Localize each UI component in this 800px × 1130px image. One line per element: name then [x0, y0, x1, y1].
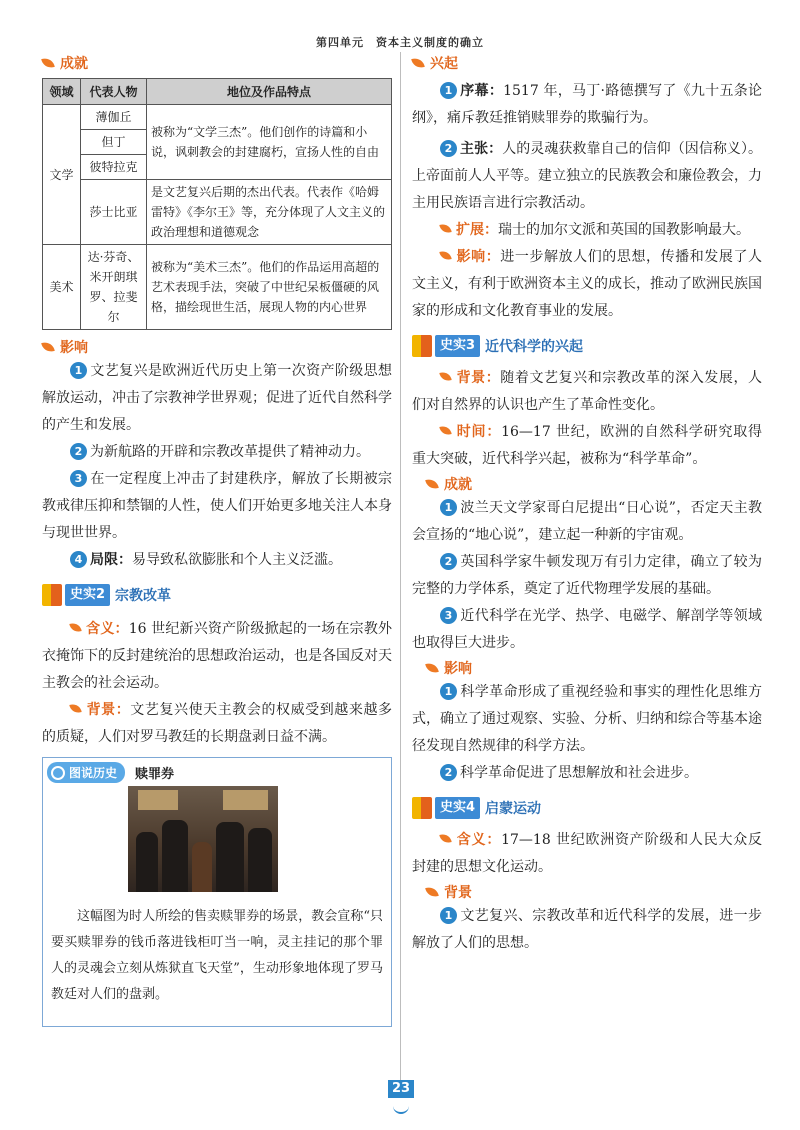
section-title: 启蒙运动	[485, 801, 542, 817]
sci-time-paragraph: 时间：16—17 世纪，欧洲的自然科学研究取得重大突破，近代科学兴起，被称为“科学革命”。	[412, 424, 762, 467]
leaf-icon	[425, 886, 439, 898]
bird-icon	[393, 1104, 409, 1114]
number-badge: 3	[440, 607, 457, 624]
background-paragraph: 背景：文艺复兴使天主教会的权威受到越来越多的质疑，人们对罗马教廷的长期盘剥日益不满。	[42, 702, 393, 745]
table-cell-desc: 是文艺复兴后期的杰出代表。代表作《哈姆雷特》《李尔王》等，充分体现了人文主义的政治理想和道德观念	[147, 180, 392, 245]
left-column	[42, 52, 392, 1027]
table-header-row	[43, 79, 392, 105]
leaf-icon	[439, 223, 451, 234]
rise-item: 1 序幕：1517 年，马丁·路德撰写了《九十五条论纲》，痛斥教廷推销赎罪券的欺骗行为。	[412, 83, 762, 126]
section-header-2	[42, 582, 392, 608]
sci-background-paragraph: 背景：随着文艺复兴和宗教改革的深入发展，人们对自然界的认识也产生了革命性变化。	[412, 370, 763, 413]
expand-paragraph: 扩展：瑞士的加尔文派和英国的国教影响最大。	[412, 217, 762, 244]
book-icon	[42, 584, 62, 606]
person-name: 莎士比亚	[81, 180, 147, 245]
sci-achievement-item: 3 近代科学在光学、热学、电磁学、解剖学等领域也取得巨大进步。	[412, 608, 762, 651]
table-header: 地位及作品特点	[147, 79, 392, 105]
leaf-icon	[41, 341, 55, 353]
rise-heading: 兴起	[412, 52, 762, 74]
number-badge: 1	[440, 499, 457, 516]
section-tag: 史实3	[435, 335, 480, 357]
eye-icon	[51, 766, 65, 780]
leaf-icon	[41, 57, 55, 69]
section-tag: 史实2	[65, 584, 110, 606]
influence-heading: 影响	[42, 336, 392, 358]
person-name: 彼特拉克	[89, 160, 138, 174]
achievements-table	[42, 78, 392, 330]
leaf-icon	[425, 478, 439, 490]
rise-item: 2 主张：人的灵魂获救靠自己的信仰（因信称义）。上帝面前人人平等。建立独立的民族教会和廉俭教会，力主用民族语言进行宗教活动。	[412, 141, 763, 211]
table-cell-desc: 被称为“文学三杰”。他们创作的诗篇和小说，讽刺教会的封建腐朽，宣扬人性的自由	[147, 105, 392, 180]
achievements-heading: 成就	[42, 52, 392, 74]
section-header-3	[412, 333, 762, 359]
number-badge: 2	[440, 764, 457, 781]
table-cell-desc: 被称为“美术三杰”。他们的作品运用高超的艺术表现手法，突破了中世纪呆板僵硬的风格，描绘现世生活，展现人物的内心世界	[147, 245, 392, 330]
influence-item: 1 文艺复兴是欧洲近代历史上第一次资产阶级思想解放运动，冲击了宗教神学世界观；促进了近代自然科学的产生和发展。	[42, 363, 392, 433]
page-header	[0, 0, 800, 49]
section-title: 宗教改革	[115, 588, 172, 604]
number-badge: 1	[70, 362, 87, 379]
person-name: 但丁	[81, 130, 146, 155]
table-row	[43, 180, 392, 245]
meaning-paragraph: 含义：16 世纪新兴资产阶级掀起的一场在宗教外衣掩饰下的反封建统治的思想政治运动，也是各国反对天主教会的社会运动。	[42, 621, 393, 691]
table-cell-persons	[81, 105, 147, 180]
sci-achievements-heading: 成就	[412, 473, 762, 495]
section-header-4	[412, 795, 762, 821]
leaf-icon	[439, 250, 451, 261]
number-badge: 1	[440, 82, 457, 99]
leaf-icon	[411, 57, 425, 69]
leaf-icon	[425, 662, 439, 674]
leaf-icon	[439, 371, 451, 382]
sci-achievement-item: 2 英国科学家牛顿发现万有引力定律，确立了较为完整的力学体系，奠定了近代物理学发展的基础。	[412, 554, 762, 597]
picture-title: 赎罪券	[135, 767, 175, 782]
page-number: 23	[388, 1080, 414, 1098]
person-name: 薄伽丘	[81, 105, 146, 130]
sci-influence-item: 1 科学革命形成了重视经验和事实的理性化思维方式，确立了通过观察、实验、分析、归纳和综合等基本途径发现自然规律的科学方法。	[412, 684, 762, 754]
book-icon	[412, 335, 432, 357]
table-cell-field: 美术	[43, 245, 81, 330]
sci-influence-heading: 影响	[412, 657, 762, 679]
picture-label	[47, 762, 174, 783]
number-badge: 1	[440, 907, 457, 924]
book-icon	[412, 797, 432, 819]
table-row	[43, 245, 392, 330]
leaf-icon	[69, 622, 81, 633]
enl-background-heading: 背景	[412, 881, 762, 903]
number-badge: 1	[440, 683, 457, 700]
leaf-icon	[69, 703, 81, 714]
number-badge: 3	[70, 470, 87, 487]
table-cell-field: 文学	[43, 105, 81, 245]
right-column	[412, 52, 762, 957]
influence-item: 4 局限：易导致私欲膨胀和个人主义泛滥。	[42, 547, 392, 574]
picture-box	[42, 757, 392, 1027]
table-header: 领域	[43, 79, 81, 105]
section-tag: 史实4	[435, 797, 480, 819]
section-title: 近代科学的兴起	[485, 339, 584, 355]
picture-caption: 这幅图为时人所绘的售卖赎罪券的场景，教会宣称“只要买赎罪券的钱币落进钱柜叮当一响，灵主挂记的那个罪人的灵魂会立刻从炼狱直飞天堂”，生动形象地体现了罗马教廷对人们的盘剥。	[51, 909, 383, 1002]
table-header: 代表人物	[81, 79, 147, 105]
effect-paragraph: 影响：进一步解放人们的思想，传播和发展了人文主义，有利于欧洲资本主义的成长，推动了欧洲民族国家的形成和文化教育事业的发展。	[412, 249, 763, 319]
number-badge: 2	[70, 443, 87, 460]
indulgence-painting	[128, 786, 278, 892]
table-row	[43, 105, 392, 180]
influence-item: 3 在一定程度上冲击了封建秩序，解放了长期被宗教戒律压抑和禁锢的人性，使人们开始更多地关注人本身与现世世界。	[42, 471, 392, 541]
leaf-icon	[439, 833, 451, 844]
enl-meaning-paragraph: 含义：17—18 世纪欧洲资产阶级和人民大众反封建的思想文化运动。	[412, 832, 762, 875]
number-badge: 2	[440, 140, 457, 157]
picture-tag: 图说历史	[47, 762, 125, 783]
influence-item: 2 为新航路的开辟和宗教改革提供了精神动力。	[42, 439, 392, 466]
sci-influence-item: 2 科学革命促进了思想解放和社会进步。	[412, 760, 762, 787]
number-badge: 4	[70, 551, 87, 568]
column-divider	[400, 52, 401, 1082]
number-badge: 2	[440, 553, 457, 570]
enl-background-item: 1 文艺复兴、宗教改革和近代科学的发展，进一步解放了人们的思想。	[412, 908, 762, 951]
sci-achievement-item: 1 波兰天文学家哥白尼提出“日心说”，否定天主教会宣扬的“地心说”，建立起一种新的宇宙观。	[412, 500, 762, 543]
unit-title: 第四单元 资本主义制度的确立	[316, 36, 484, 49]
person-name: 达·芬奇、米开朗琪罗、拉斐尔	[81, 245, 147, 330]
leaf-icon	[439, 425, 451, 436]
